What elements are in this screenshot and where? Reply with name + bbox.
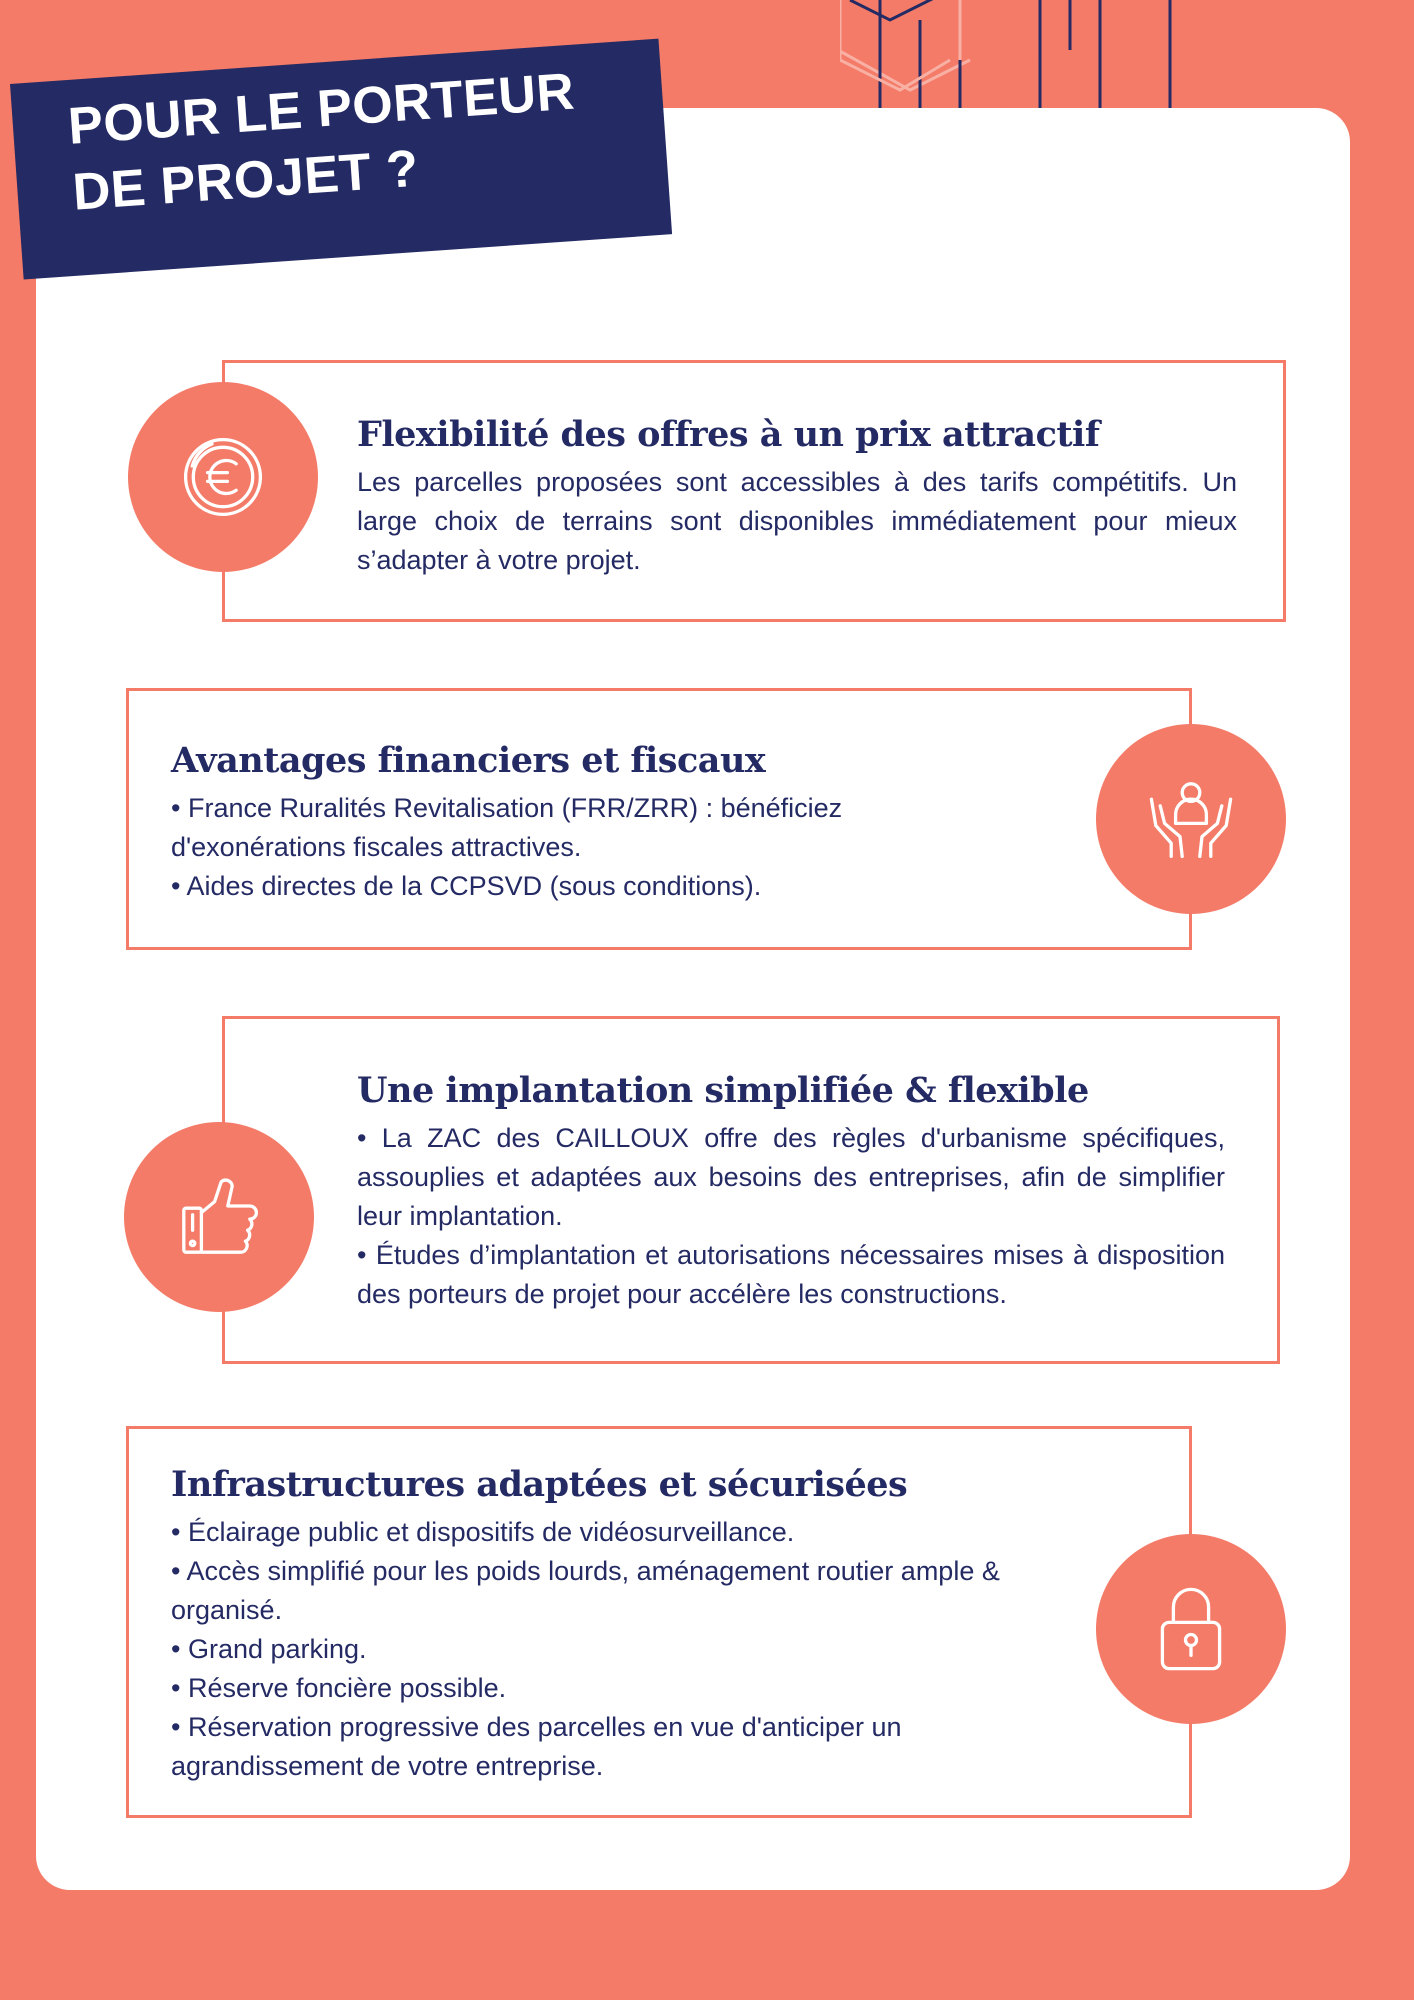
card-line: Les parcelles proposées sont accessibles à des tarifs compétitifs. Un large choix de terrains sont disponibles immédiatement pour mieux s’adapter à votre projet. xyxy=(357,467,1237,575)
card-title: Infrastructures adaptées et sécurisées xyxy=(171,1464,908,1505)
card-line: • Réserve foncière possible. xyxy=(171,1673,507,1703)
card-line: • France Ruralités Revitalisation (FRR/ZRR) : bénéficiez d'exonérations fiscales attractives. xyxy=(171,793,843,862)
card-flexibility xyxy=(222,360,1286,622)
padlock-icon xyxy=(1136,1574,1246,1684)
card-title: Une implantation simplifiée & flexible xyxy=(357,1070,1089,1111)
card-line: • Accès simplifié pour les poids lourds, aménagement routier ample & organisé. xyxy=(171,1556,1000,1625)
card-title: Avantages financiers et fiscaux xyxy=(171,740,766,781)
card-line: • La ZAC des CAILLOUX offre des règles d'urbanisme spécifiques, assouplies et adaptées aux besoins des entreprises, afin de simplifier leur implantation. xyxy=(357,1123,1225,1231)
card-implantation xyxy=(222,1016,1280,1364)
card-line: • Éclairage public et dispositifs de vidéosurveillance. xyxy=(171,1517,795,1547)
hands-person-icon-badge xyxy=(1096,724,1286,914)
hands-person-icon xyxy=(1136,764,1246,874)
card-line: • Réservation progressive des parcelles en vue d'anticiper un agrandissement de votre entreprise. xyxy=(171,1712,902,1781)
card-line: • Grand parking. xyxy=(171,1634,367,1664)
thumbs-up-icon xyxy=(164,1162,274,1272)
page-title-line-1: POUR LE PORTEUR xyxy=(66,62,577,156)
card-body xyxy=(357,1119,1225,1314)
padlock-icon-badge xyxy=(1096,1534,1286,1724)
card-body xyxy=(171,789,941,906)
card-infrastructures xyxy=(126,1426,1192,1818)
thumbs-up-icon-badge xyxy=(124,1122,314,1312)
card-line: • Aides directes de la CCPSVD (sous conditions). xyxy=(171,871,762,901)
page-title-line-2: DE PROJET ? xyxy=(70,139,421,222)
euro-coin-icon xyxy=(168,422,278,532)
card-body xyxy=(171,1513,1031,1786)
card-body xyxy=(357,463,1237,580)
euro-coin-icon-badge xyxy=(128,382,318,572)
card-line: • Études d’implantation et autorisations nécessaires mises à disposition des porteurs de projet pour accélère les constructions. xyxy=(357,1240,1225,1309)
card-title: Flexibilité des offres à un prix attractif xyxy=(357,414,1100,455)
card-financial xyxy=(126,688,1192,950)
